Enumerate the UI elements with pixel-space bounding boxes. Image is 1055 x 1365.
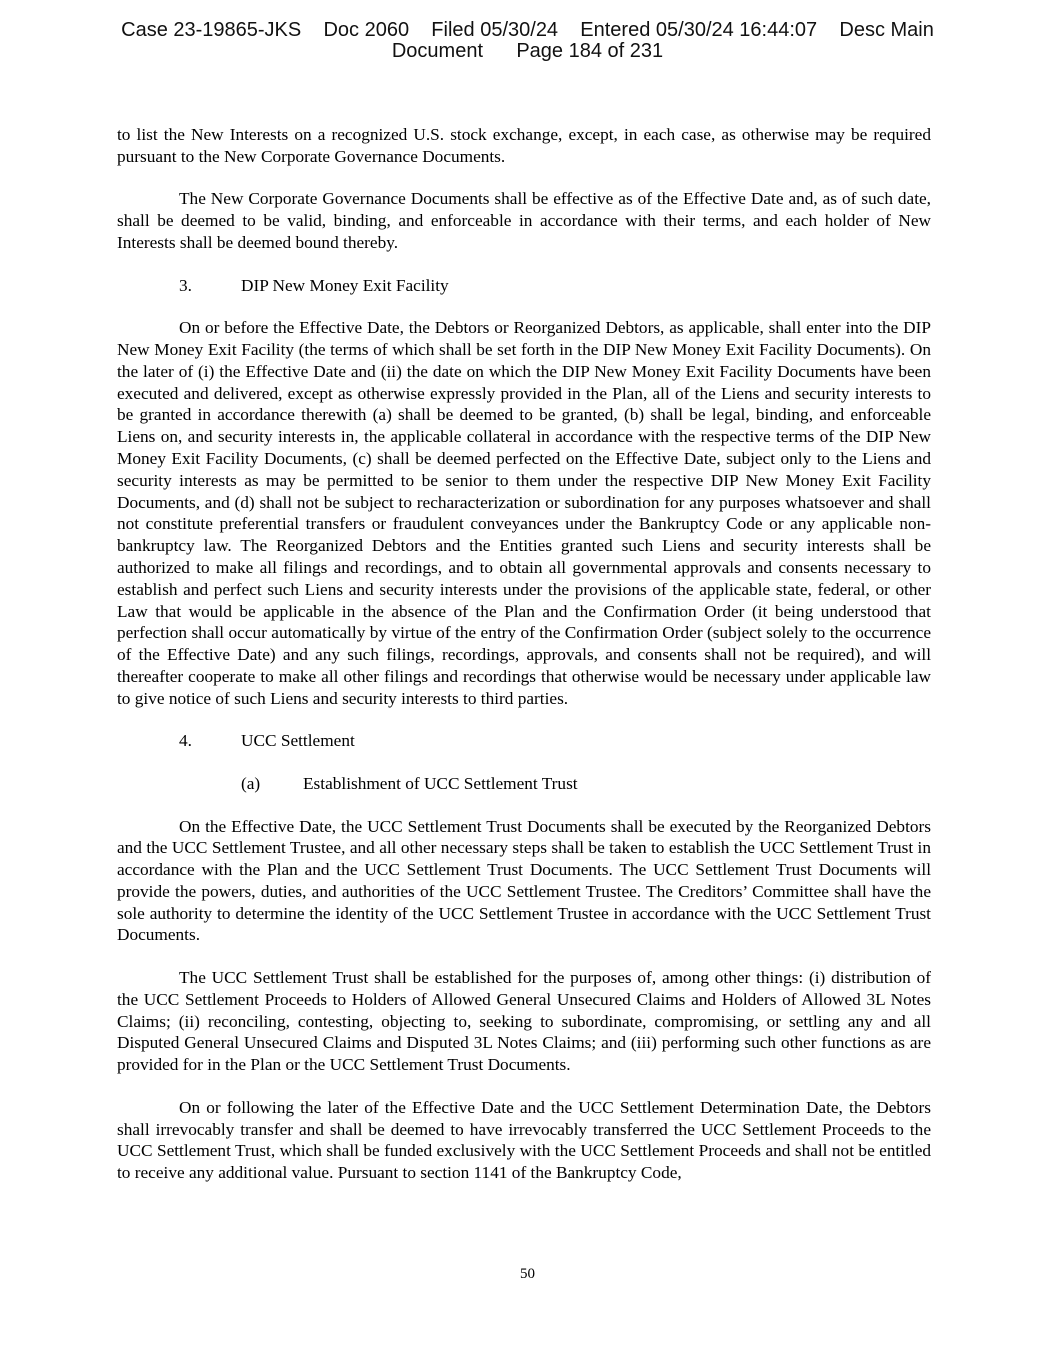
section-title: DIP New Money Exit Facility	[241, 275, 449, 295]
court-filing-stamp	[0, 20, 1055, 62]
paragraph-ucc-trust-documents: On the Effective Date, the UCC Settlement Trust Documents shall be executed by the Reorganized Debtors and the UCC Settlement Trustee, and all other necessary steps shall be taken to establish the UCC Settlement Trust in accordance with the Plan and the UCC Settlement Trust Documents. The UCC Settlement Trust Documents will provide the powers, duties, and authorities of the UCC Settlement Trustee. The Creditors’ Committee shall have the sole authority to determine the identity of the UCC Settlement Trustee in accordance with the UCC Settlement Trust Documents.	[117, 816, 931, 945]
filing-stamp-line-1: Case 23-19865-JKS Doc 2060 Filed 05/30/24 Entered 05/30/24 16:44:07 Desc Main	[121, 19, 934, 41]
paragraph-dip-exit-facility: On or before the Effective Date, the Debtors or Reorganized Debtors, as applicable, shall enter into the DIP New Money Exit Facility (the terms of which shall be set forth in the DIP New Money Exit Facility Documents). On the later of (i) the Effective Date and (ii) the date on which the DIP New Money Exit Facility Documents have been executed and delivered, except as otherwise expressly provided in the Plan, all of the Liens and security interests to be granted in accordance therewith (a) shall be deemed to be granted, (b) shall be legal, binding, and enforceable Liens on, and security interests in, the applicable collateral in accordance with the respective terms of the DIP New Money Exit Facility Documents, (c) shall be deemed perfected on the Effective Date, subject only to the Liens and security interests as may be permitted to be senior to them under the respective DIP New Money Exit Facility Documents, and (d) shall not be subject to recharacterization or subordination for any purposes whatsoever and shall not constitute preferential transfers or fraudulent conveyances under the Bankruptcy Code or any applicable non-bankruptcy law. The Reorganized Debtors and the Entities granted such Liens and security interests shall be authorized to make all filings and recordings, and to obtain all governmental approvals and consents necessary to establish and perfect such Liens and security interests under the provisions of the applicable state, federal, or other Law that would be applicable in the absence of the Plan and the Confirmation Order (it being understood that perfection shall occur automatically by virtue of the entry of the Confirmation Order (subject solely to the occurrence of the Effective Date) and any such filings, recordings, approvals, and consents shall not be required), and will thereafter cooperate to make all other filings and recordings that otherwise would be necessary under applicable law to give notice of such Liens and security interests to third parties.	[117, 318, 931, 708]
paragraph-governance-effective: The New Corporate Governance Documents shall be effective as of the Effective Date and, as of such date, shall be deemed to be valid, binding, and enforceable in accordance with their terms, and each holder of New Interests shall be deemed bound thereby.	[117, 189, 931, 252]
paragraph-ucc-trust-funding: On or following the later of the Effective Date and the UCC Settlement Determination Date, the Debtors shall irrevocably transfer and shall be deemed to have irrevocably transferred the UCC Settlement Proceeds to the UCC Settlement Trust, which shall be funded exclusively with the UCC Settlement Proceeds and shall not be entitled to receive any additional value. Pursuant to section 1141 of the Bankruptcy Code,	[117, 1097, 931, 1183]
filing-stamp-line-2: Document Page 184 of 231	[391, 40, 664, 62]
page-number: 50	[520, 1266, 535, 1282]
section-heading-ucc-settlement	[117, 730, 931, 752]
subsection-heading-ucc-trust	[117, 773, 931, 795]
section-number: 4.	[179, 731, 192, 751]
subsection-number: (a)	[241, 773, 261, 793]
section-title: UCC Settlement	[241, 731, 355, 751]
section-heading-dip-exit-facility	[117, 275, 931, 297]
paragraph-ucc-trust-purposes: The UCC Settlement Trust shall be established for the purposes of, among other things: (i) distribution of the UCC Settlement Proceeds to Holders of Allowed General Unsecured Claims and Holders of Allowed 3L Notes Claims; (ii) reconciling, contesting, objecting to, seeking to subordinate, compromising, or settling any and all Disputed General Unsecured Claims and Disputed 3L Notes Claims; and (iii) performing such other functions as are provided for in the Plan or the UCC Settlement Trust Documents.	[117, 968, 931, 1075]
paragraph-continuation: to list the New Interests on a recognized U.S. stock exchange, except, in each case, as otherwise may be required pursuant to the New Corporate Governance Documents.	[117, 125, 931, 166]
subsection-title: Establishment of UCC Settlement Trust	[303, 773, 578, 793]
document-body	[117, 124, 931, 1205]
section-number: 3.	[179, 275, 192, 295]
